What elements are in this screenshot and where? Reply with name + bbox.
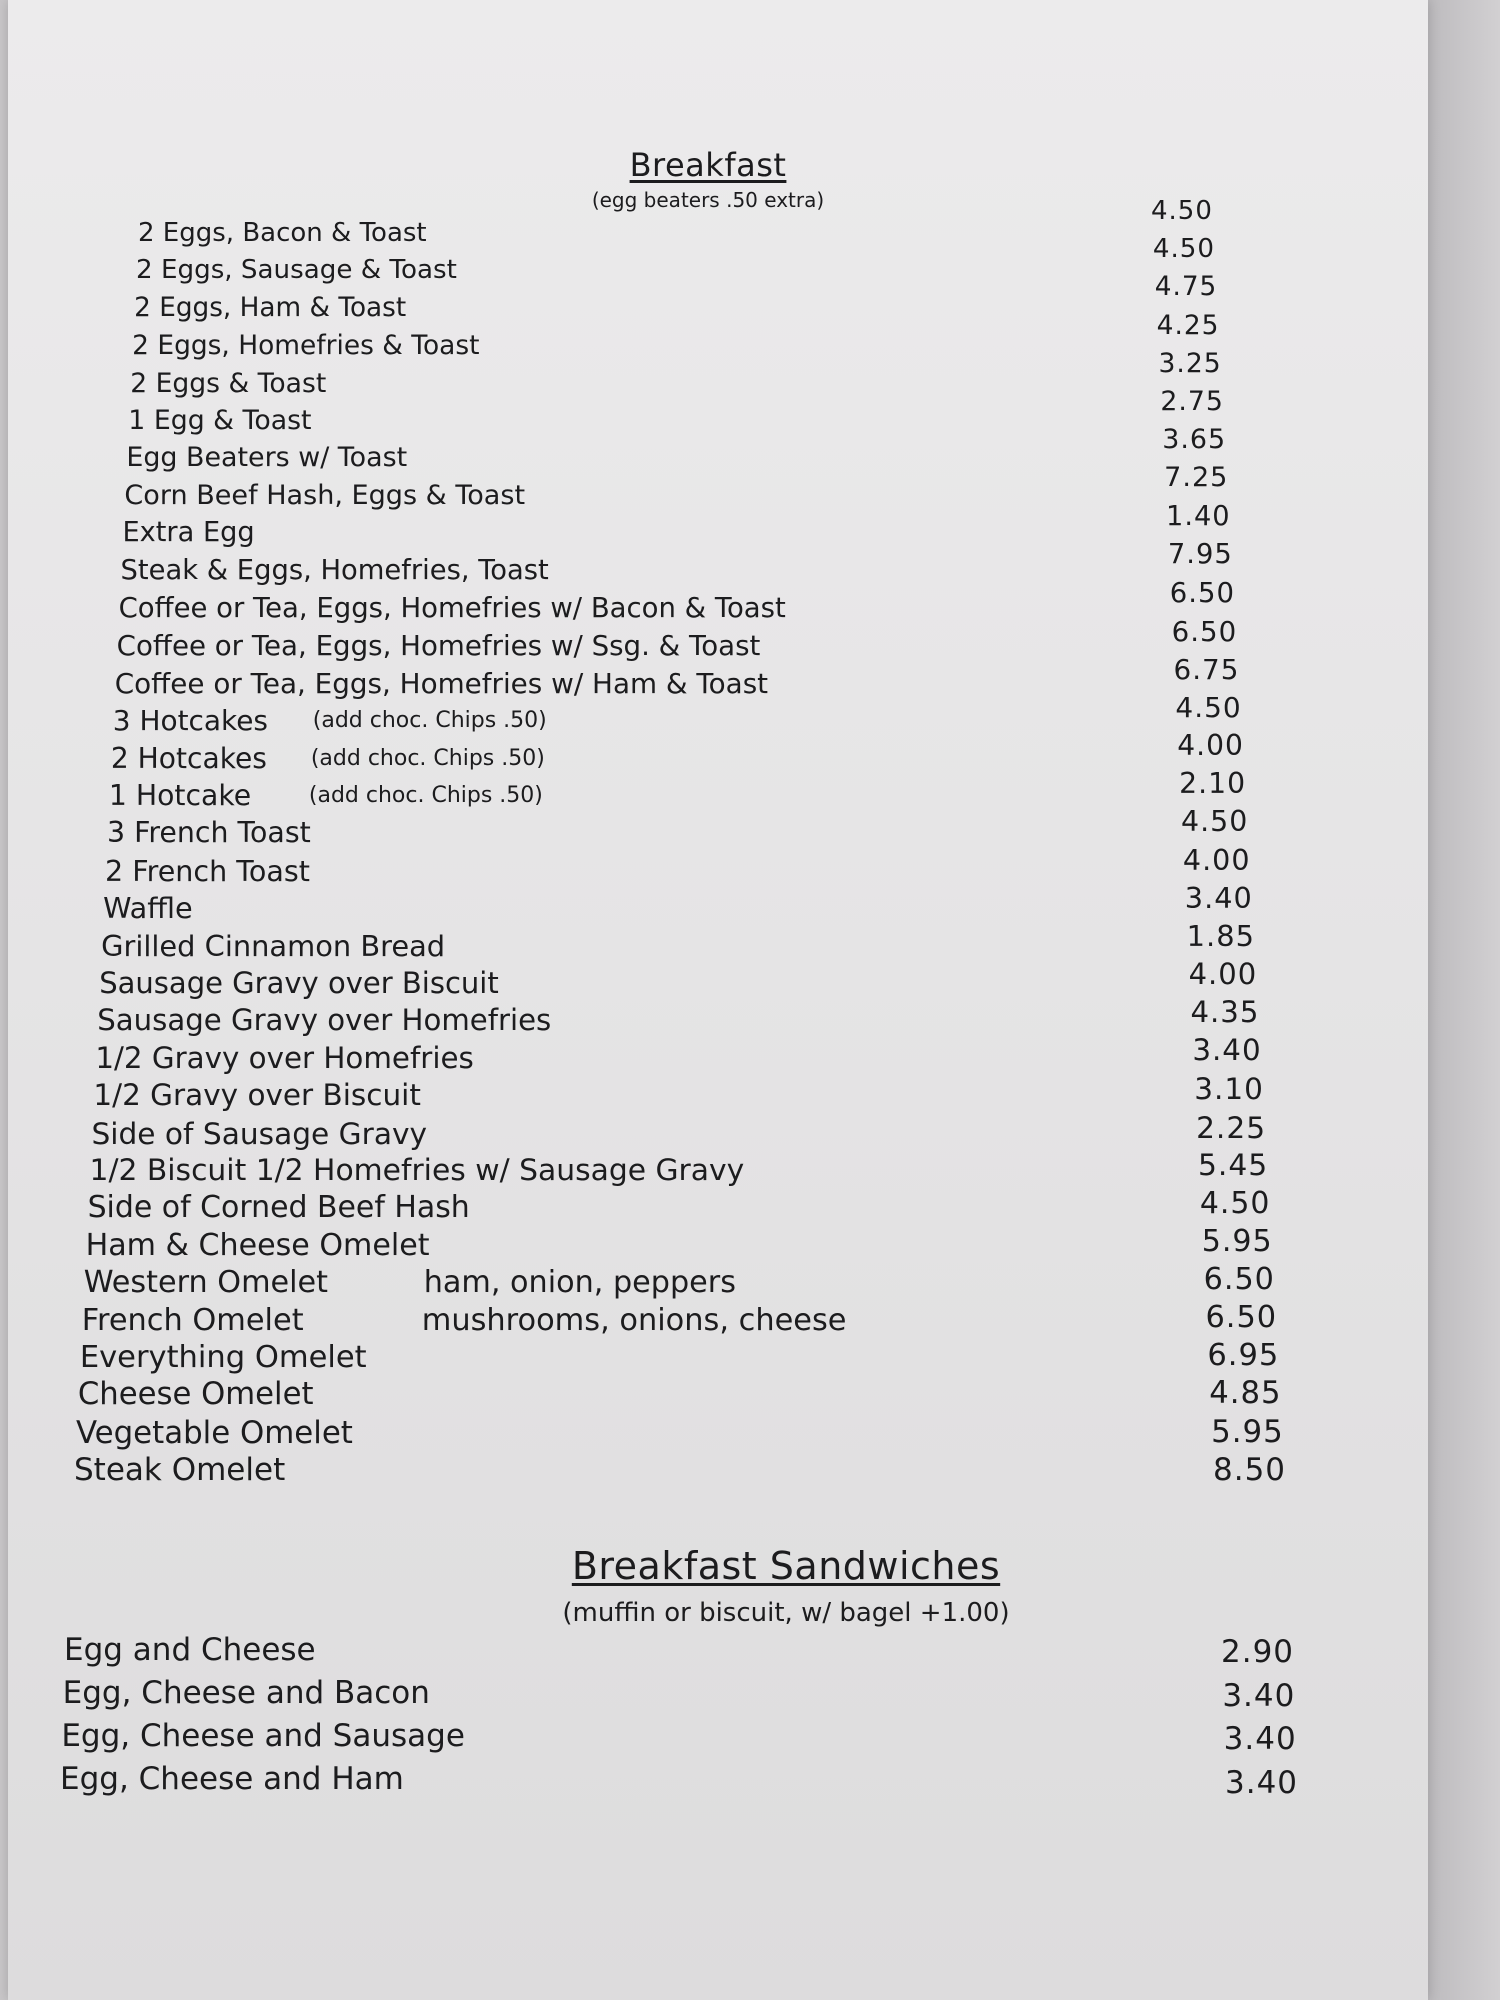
menu-page <box>8 0 1428 2000</box>
menu-item-price: 3.40 <box>1222 1677 1296 1714</box>
menu-item-price: 4.50 <box>1152 234 1216 265</box>
menu-item-price: 7.25 <box>1164 462 1229 494</box>
menu-item-price: 3.40 <box>1225 1765 1299 1801</box>
menu-item-note: (add choc. Chips .50) <box>310 745 545 771</box>
menu-item-note: (add choc. Chips .50) <box>308 783 543 808</box>
menu-item-price: 4.75 <box>1154 272 1218 303</box>
menu-item-price: 2.10 <box>1179 767 1247 800</box>
menu-item-price: 4.35 <box>1190 995 1260 1030</box>
menu-item-price: 5.45 <box>1197 1147 1269 1183</box>
menu-item-price: 2.75 <box>1160 386 1224 418</box>
menu-item-price: 1.40 <box>1166 500 1231 532</box>
menu-item-name: Cheese Omelet <box>77 1377 314 1413</box>
menu-item-name: 1 Hotcake <box>108 779 252 812</box>
menu-item-price: 5.95 <box>1201 1223 1273 1259</box>
menu-item-price: 2.25 <box>1196 1109 1267 1145</box>
table-surface <box>1428 0 1500 2000</box>
menu-item-name: Western Omelet <box>83 1265 328 1301</box>
menu-item-price: 3.10 <box>1194 1071 1264 1106</box>
menu-item-name: Egg and Cheese <box>64 1632 316 1668</box>
breakfast-heading: Breakfast <box>629 146 787 184</box>
menu-item-description: mushrooms, onions, cheese <box>421 1302 847 1338</box>
menu-item-name: Coffee or Tea, Eggs, Homefries w/ Ssg. & Toast <box>116 629 761 663</box>
menu-item-name: Sausage Gravy over Biscuit <box>99 966 499 1000</box>
menu-item-name: Ham & Cheese Omelet <box>85 1227 430 1263</box>
menu-item-description: ham, onion, peppers <box>423 1265 736 1301</box>
menu-item-name: 2 Eggs, Homefries & Toast <box>132 330 480 362</box>
menu-item-note: (add choc. Chips .50) <box>312 708 547 734</box>
menu-item-name: Steak Omelet <box>74 1452 286 1489</box>
menu-item-price: 4.50 <box>1181 805 1249 839</box>
menu-item-price: 2.90 <box>1221 1634 1295 1670</box>
sandwiches-note: (muffin or biscuit, w/ bagel +1.00) <box>562 1598 1010 1628</box>
menu-item-price: 6.50 <box>1203 1261 1275 1297</box>
menu-item-name: Vegetable Omelet <box>75 1414 353 1451</box>
menu-item-name: Everything Omelet <box>79 1340 367 1375</box>
menu-item-name: Coffee or Tea, Eggs, Homefries w/ Bacon & Toast <box>118 592 786 624</box>
menu-item-name: Egg, Cheese and Sausage <box>61 1718 465 1754</box>
menu-item-price: 7.95 <box>1167 538 1233 570</box>
menu-item-price: 8.50 <box>1213 1452 1287 1489</box>
menu-item-price: 4.85 <box>1209 1376 1282 1412</box>
menu-item-price: 6.75 <box>1173 652 1240 686</box>
menu-item-price: 6.50 <box>1171 614 1238 648</box>
menu-item-price: 6.50 <box>1169 576 1235 609</box>
menu-item-price: 4.50 <box>1151 196 1213 226</box>
menu-item-price: 4.00 <box>1188 957 1258 992</box>
menu-item-name: Egg Beaters w/ Toast <box>126 442 408 474</box>
menu-item-name: 3 French Toast <box>106 816 311 850</box>
menu-item-name: 2 French Toast <box>105 853 310 888</box>
menu-item-name: 1/2 Gravy over Biscuit <box>93 1078 421 1113</box>
menu-item-price: 6.95 <box>1207 1338 1280 1373</box>
menu-item-price: 3.40 <box>1184 881 1253 916</box>
menu-item-name: Egg, Cheese and Ham <box>60 1761 404 1797</box>
menu-item-name: Side of Corned Beef Hash <box>87 1190 470 1226</box>
menu-item-price: 4.00 <box>1182 843 1251 878</box>
menu-item-price: 4.00 <box>1177 728 1244 762</box>
menu-item-name: Sausage Gravy over Homefries <box>97 1003 552 1038</box>
menu-item-name: Grilled Cinnamon Bread <box>101 928 446 963</box>
sandwiches-heading: Breakfast Sandwiches <box>571 1544 1001 1588</box>
breakfast-note: (egg beaters .50 extra) <box>591 188 825 212</box>
menu-item-name: 2 Eggs, Sausage & Toast <box>136 255 457 286</box>
menu-item-name: Extra Egg <box>122 517 255 549</box>
menu-item-name: Side of Sausage Gravy <box>91 1115 428 1151</box>
menu-item-price: 1.85 <box>1186 919 1255 954</box>
menu-item-price: 3.40 <box>1192 1033 1262 1068</box>
menu-item-name: 1 Egg & Toast <box>128 405 312 436</box>
menu-item-price: 3.40 <box>1223 1721 1297 1758</box>
menu-item-name: 1/2 Gravy over Homefries <box>95 1040 474 1075</box>
menu-item-name: Coffee or Tea, Eggs, Homefries w/ Ham & Toast <box>114 666 769 700</box>
menu-item-name: Steak & Eggs, Homefries, Toast <box>120 554 549 586</box>
menu-item-name: 1/2 Biscuit 1/2 Homefries w/ Sausage Gravy <box>89 1153 745 1188</box>
menu-item-name: Waffle <box>103 891 193 926</box>
menu-item-price: 4.50 <box>1199 1185 1271 1221</box>
menu-item-name: Egg, Cheese and Bacon <box>62 1675 430 1711</box>
menu-item-price: 5.95 <box>1211 1414 1284 1451</box>
menu-item-name: 2 Hotcakes <box>110 741 267 775</box>
menu-item-name: 3 Hotcakes <box>112 704 268 738</box>
menu-item-name: Corn Beef Hash, Eggs & Toast <box>124 479 526 511</box>
menu-item-name: French Omelet <box>81 1302 304 1338</box>
menu-item-price: 4.25 <box>1156 310 1220 342</box>
menu-item-price: 3.65 <box>1162 424 1227 456</box>
menu-item-price: 3.25 <box>1158 348 1222 380</box>
menu-item-name: 2 Eggs, Ham & Toast <box>134 292 407 323</box>
menu-item-name: 2 Eggs, Bacon & Toast <box>138 218 427 248</box>
menu-item-price: 4.50 <box>1175 690 1242 724</box>
menu-item-price: 6.50 <box>1205 1299 1278 1335</box>
menu-item-name: 2 Eggs & Toast <box>130 367 327 399</box>
